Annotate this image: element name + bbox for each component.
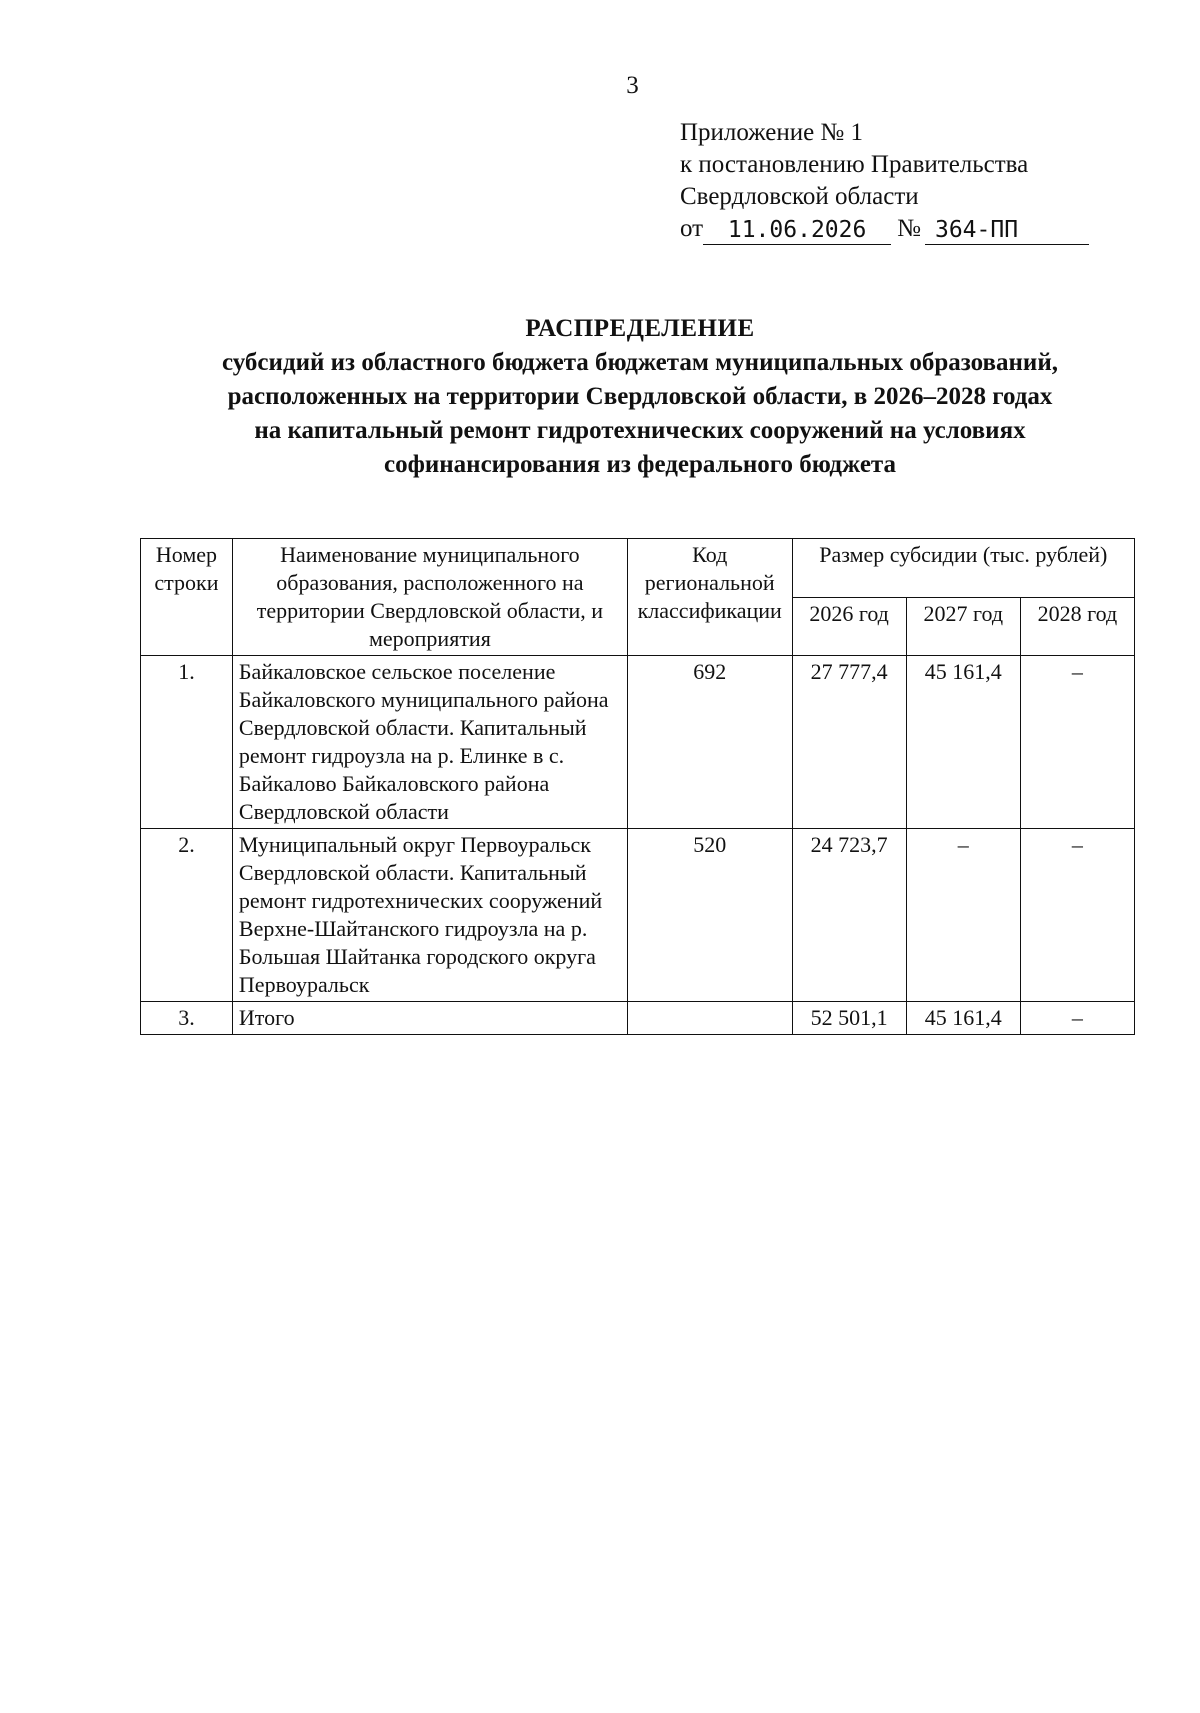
row-2027: 45 161,4: [906, 656, 1020, 829]
row-name: Итого: [232, 1002, 627, 1035]
row-name: Байкаловское сельское поселение Байкаловского муниципального района Свердловской области. Капитальный ремонт гидроузла на р. Елинке в с. Байкалово Байкаловского района Свердловской области: [232, 656, 627, 829]
row-2026: 52 501,1: [792, 1002, 906, 1035]
title-line-2: расположенных на территории Свердловской области, в 2026–2028 годах: [227, 383, 1053, 410]
header-name: Наименование муниципального образования, расположенного на территории Свердловской области, и мероприятия: [232, 539, 627, 656]
header-row-number: Номер строки: [141, 539, 233, 656]
row-code: 520: [627, 829, 792, 1002]
resolution-date: 11.06.2026: [703, 216, 891, 245]
row-2026: 27 777,4: [792, 656, 906, 829]
row-number: 3.: [141, 1002, 233, 1035]
resolution-date-number: [680, 213, 1089, 245]
header-2026: 2026 год: [792, 597, 906, 656]
table-row: [141, 829, 1135, 1002]
row-2026: 24 723,7: [792, 829, 906, 1002]
document-title: [140, 312, 1140, 482]
row-2028: –: [1020, 1002, 1134, 1035]
header-2028: 2028 год: [1020, 597, 1134, 656]
page-number: 3: [626, 72, 639, 99]
number-sign: №: [897, 215, 921, 242]
appendix-header: [680, 117, 1089, 245]
header-2027: 2027 год: [906, 597, 1020, 656]
appendix-title: Приложение № 1: [680, 119, 864, 146]
row-2027: –: [906, 829, 1020, 1002]
header-code: Код региональной классификации: [627, 539, 792, 656]
row-code: 692: [627, 656, 792, 829]
row-2028: –: [1020, 656, 1134, 829]
appendix-region-line: Свердловской области: [680, 183, 919, 210]
row-2027: 45 161,4: [906, 1002, 1020, 1035]
resolution-number: 364-ПП: [925, 216, 1089, 245]
header-subsidy: Размер субсидии (тыс. рублей): [792, 539, 1134, 598]
title-line-3: на капитальный ремонт гидротехнических сооружений на условиях: [254, 417, 1026, 444]
from-label: от: [680, 215, 704, 242]
table-row: [141, 656, 1135, 829]
table-row-total: [141, 1002, 1135, 1035]
title-main: РАСПРЕДЕЛЕНИЕ: [525, 315, 755, 342]
table-header-row: [141, 539, 1135, 598]
row-2028: –: [1020, 829, 1134, 1002]
row-code: [627, 1002, 792, 1035]
subsidy-table: [140, 538, 1135, 1035]
appendix-resolution-line: к постановлению Правительства: [680, 151, 1029, 178]
title-line-4: софинансирования из федерального бюджета: [383, 451, 897, 478]
row-number: 1.: [141, 656, 233, 829]
row-number: 2.: [141, 829, 233, 1002]
row-name: Муниципальный округ Первоуральск Свердловской области. Капитальный ремонт гидротехнических сооружений Верхне-Шайтанского гидроузла на р. Большая Шайтанка городского округа Первоуральск: [232, 829, 627, 1002]
title-line-1: субсидий из областного бюджета бюджетам муниципальных образований,: [222, 349, 1058, 376]
